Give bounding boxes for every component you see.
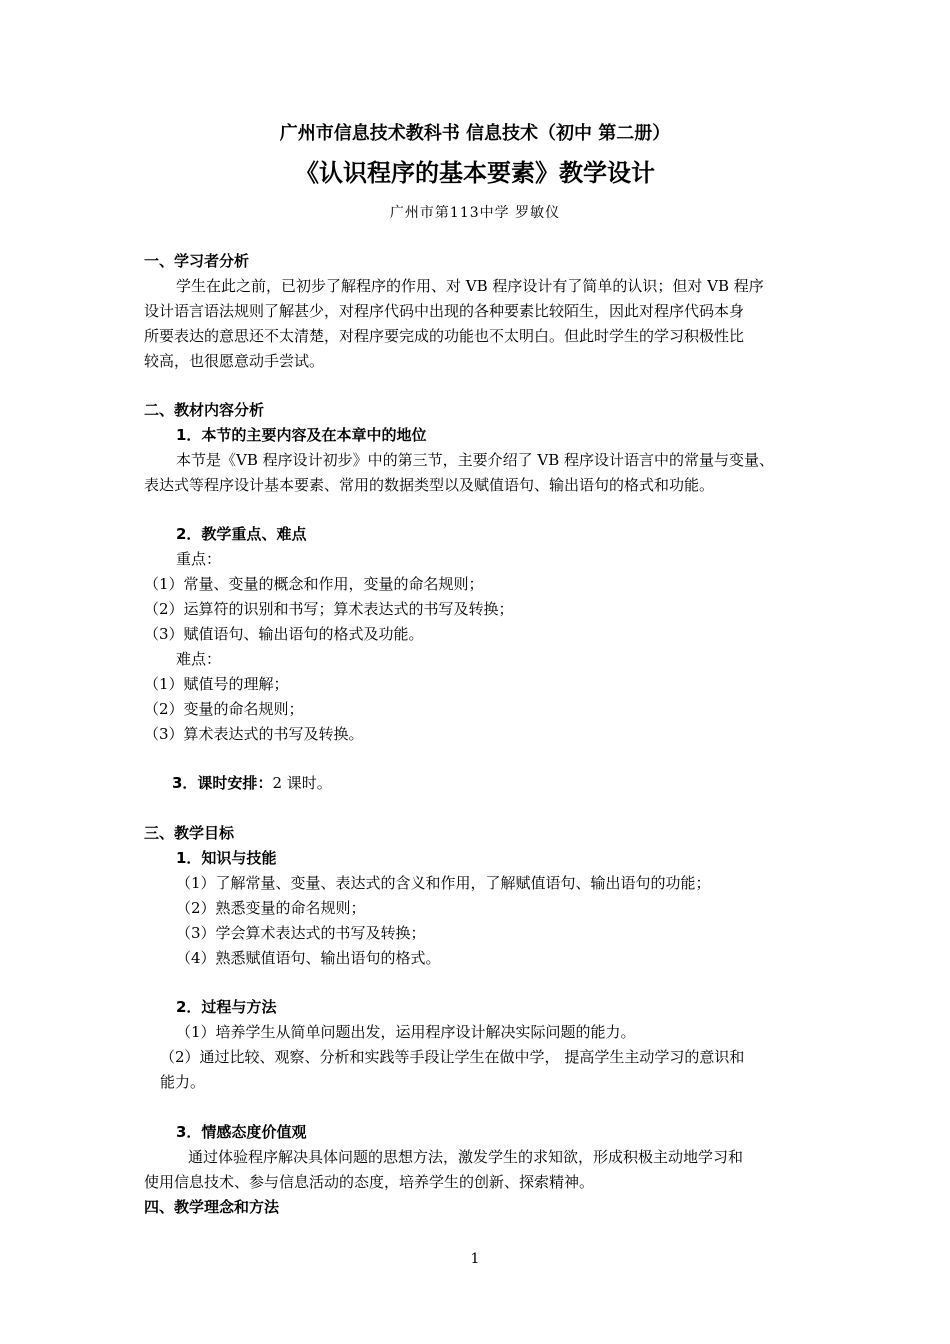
list-item: （1）赋值号的理解； (144, 675, 289, 693)
paragraph-line: 表达式等程序设计基本要素、常用的数据类型以及赋值语句、输出语句的格式和功能。 (144, 476, 715, 494)
subheading-knowledge: 1．知识与技能 (176, 849, 277, 867)
list-item: （2）通过比较、观察、分析和实践等手段让学生在做中学， 提高学生主动学习的意识和 (160, 1048, 745, 1066)
list-item: （3）学会算术表达式的书写及转换； (176, 924, 426, 942)
difficulty-label: 难点： (176, 650, 222, 668)
list-item: （3）赋值语句、输出语句的格式及功能。 (144, 625, 424, 643)
paragraph-line: 通过体验程序解决具体问题的思想方法，激发学生的求知欲，形成积极主动地学习和 (188, 1148, 744, 1166)
list-item: （2）变量的命名规则； (144, 700, 304, 718)
class-hours-value: 2 课时。 (272, 774, 332, 792)
book-title: 广州市信息技术教科书 信息技术（初中 第二册） (279, 123, 671, 144)
list-item: （1）培养学生从简单问题出发，运用程序设计解决实际问题的能力。 (176, 1023, 636, 1041)
paragraph-line: 学生在此之前，已初步了解程序的作用、对 VB 程序设计有了简单的认识；但对 VB 程序 (176, 277, 764, 295)
subheading-process: 2．过程与方法 (176, 998, 277, 1016)
paragraph-line: 本节是《VB 程序设计初步》中的第三节，主要介绍了 VB 程序设计语言中的常量与变量、 (176, 451, 775, 469)
section-heading-goals: 三、教学目标 (144, 824, 235, 842)
section-heading-content: 二、教材内容分析 (144, 401, 265, 419)
section-heading-learner: 一、学习者分析 (144, 252, 250, 270)
list-item: （4）熟悉赋值语句、输出语句的格式。 (176, 949, 441, 967)
list-item: （1）了解常量、变量、表达式的含义和作用，了解赋值语句、输出语句的功能； (176, 874, 711, 892)
list-item: （2）熟悉变量的命名规则； (176, 899, 366, 917)
section-heading-method: 四、教学理念和方法 (144, 1198, 280, 1216)
subheading-key-points: 2．教学重点、难点 (176, 525, 307, 543)
paragraph-line: 使用信息技术、参与信息活动的态度，培养学生的创新、探索精神。 (144, 1173, 595, 1191)
paragraph-line: 较高，也很愿意动手尝试。 (144, 352, 325, 370)
subheading-main-content: 1．本节的主要内容及在本章中的地位 (176, 426, 427, 444)
page-number: 1 (470, 1251, 480, 1267)
author-line: 广州市第113中学 罗敏仪 (389, 205, 561, 221)
paragraph-line: 所要表达的意思还不太清楚，对程序要完成的功能也不太明白。但此时学生的学习积极性比 (144, 327, 745, 345)
class-hours-label: 3．课时安排： (172, 774, 273, 792)
list-item: 能力。 (160, 1073, 206, 1091)
list-item: （1）常量、变量的概念和作用，变量的命名规则； (144, 575, 484, 593)
class-hours (172, 773, 332, 793)
key-label: 重点： (176, 550, 222, 568)
list-item: （3）算术表达式的书写及转换。 (144, 725, 364, 743)
list-item: （2）运算符的识别和书写；算术表达式的书写及转换； (144, 600, 514, 618)
page-title: 《认识程序的基本要素》教学设计 (295, 159, 655, 187)
subheading-attitude: 3．情感态度价值观 (176, 1123, 307, 1141)
paragraph-line: 设计语言语法规则了解甚少，对程序代码中出现的各种要素比较陌生，因此对程序代码本身 (144, 302, 745, 320)
